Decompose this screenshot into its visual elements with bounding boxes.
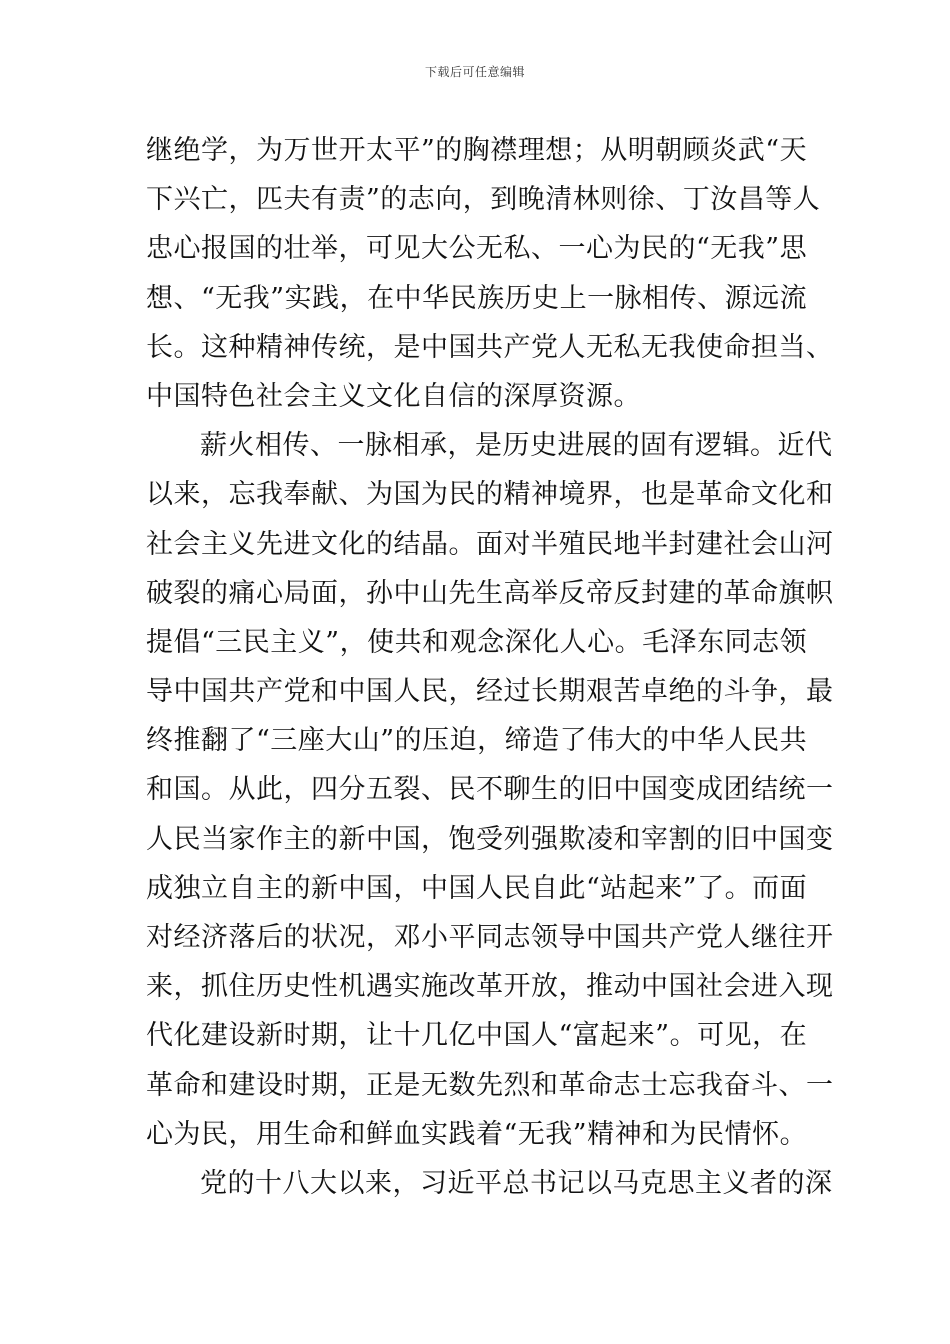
paragraph-first-line: 党的十八大以来，习近平总书记以马克思主义者的深 xyxy=(200,1167,833,1199)
text-line: 破裂的痛心局面，孙中山先生高举反帝反封建的革命旗帜 xyxy=(146,577,834,609)
text-line: 中国特色社会主义文化自信的深厚资源。 xyxy=(146,380,641,412)
text-line: 导中国共产党和中国人民，经过长期艰苦卓绝的斗争，最 xyxy=(146,676,834,708)
text-line: 来，抓住历史性机遇实施改革开放，推动中国社会进入现 xyxy=(146,971,834,1003)
text-line: 终推翻了“三座大山”的压迫，缔造了伟大的中华人民共 xyxy=(146,725,808,757)
text-line: 提倡“三民主义”，使共和观念深化人心。毛泽东同志领 xyxy=(146,626,808,658)
text-line: 想、“无我”实践，在中华民族历史上一脉相传、源远流 xyxy=(146,282,808,314)
text-line: 继绝学，为万世开太平”的胸襟理想；从明朝顾炎武“天 xyxy=(146,135,808,166)
text-line: 忠心报国的壮举，可见大公无私、一心为民的“无我”思 xyxy=(146,233,808,265)
text-line: 心为民，用生命和鲜血实践着“无我”精神和为民情怀。 xyxy=(146,1118,808,1150)
text-line: 长。这种精神传统，是中国共产党人无私无我使命担当、 xyxy=(146,331,834,363)
text-line: 成独立自主的新中国，中国人民自此“站起来”了。而面 xyxy=(146,872,808,904)
page-header: 下载后可任意编辑 xyxy=(424,65,525,79)
text-line: 社会主义先进文化的结晶。面对半殖民地半封建社会山河 xyxy=(146,528,834,560)
paragraph-first-line: 薪火相传、一脉相承，是历史进展的固有逻辑。近代 xyxy=(200,430,833,462)
body-text xyxy=(146,126,834,1208)
text-line: 下兴亡，匹夫有责”的志向，到晚清林则徐、丁汝昌等人 xyxy=(146,184,821,216)
text-line: 对经济落后的状况，邓小平同志领导中国共产党人继往开 xyxy=(146,922,834,953)
text-line: 以来，忘我奉献、为国为民的精神境界，也是革命文化和 xyxy=(146,479,834,511)
text-line: 人民当家作主的新中国，饱受列强欺凌和宰割的旧中国变 xyxy=(146,823,834,855)
text-line: 代化建设新时期，让十几亿中国人“富起来”。可见，在 xyxy=(146,1020,808,1052)
text-line: 和国。从此，四分五裂、民不聊生的旧中国变成团结统一 xyxy=(146,774,834,806)
text-line: 革命和建设时期，正是无数先烈和革命志士忘我奋斗、一 xyxy=(146,1069,834,1101)
